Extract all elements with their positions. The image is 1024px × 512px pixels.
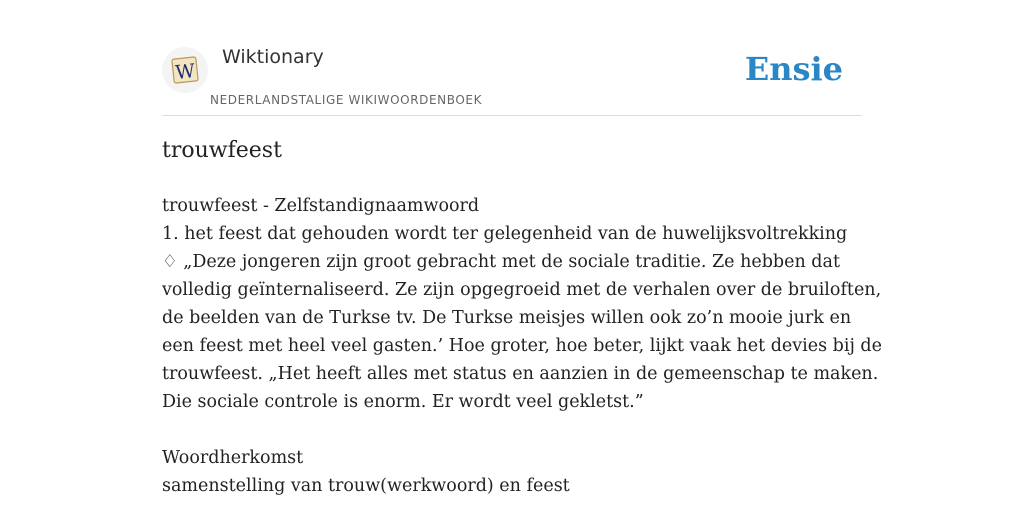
example-line: trouwfeest. „Het heeft alles met status en aanzien in de gemeenschap te maken. xyxy=(162,364,879,384)
site-subtitle: NEDERLANDSTALIGE WIKIWOORDENBOEK xyxy=(210,93,483,107)
entry-card xyxy=(162,0,882,512)
etymology-heading: Woordherkomst xyxy=(162,448,304,468)
site-name[interactable]: Wiktionary xyxy=(222,46,324,68)
example-line: Die sociale controle is enorm. Er wordt veel gekletst.” xyxy=(162,392,644,412)
definition: 1. het feest dat gehouden wordt ter gelegenheid van de huwelijksvoltrekking xyxy=(162,224,848,244)
example-line: een feest met heel veel gasten.’ Hoe groter, hoe beter, lijkt vaak het devies bij de xyxy=(162,336,882,356)
example-line: ♢ „Deze jongeren zijn groot gebracht met de sociale traditie. Ze hebben dat xyxy=(162,252,840,272)
site-header xyxy=(162,0,862,116)
example-line: de beelden van de Turkse tv. De Turkse meisjes willen ook zo’n mooie jurk en xyxy=(162,308,852,328)
ensie-brand-logo[interactable]: Ensie xyxy=(744,50,843,88)
entry-body xyxy=(162,192,882,500)
etymology-text: samenstelling van trouw(werkwoord) en feest xyxy=(162,476,570,496)
logo-letter: W xyxy=(174,60,197,84)
page-title: trouwfeest xyxy=(162,138,282,163)
wiktionary-logo-icon[interactable] xyxy=(162,47,208,93)
spacer xyxy=(162,416,862,444)
entry-heading-line: trouwfeest - Zelfstandignaamwoord xyxy=(162,196,480,216)
example-line: volledig geïnternaliseerd. Ze zijn opgegroeid met de verhalen over de bruiloften, xyxy=(162,280,882,300)
